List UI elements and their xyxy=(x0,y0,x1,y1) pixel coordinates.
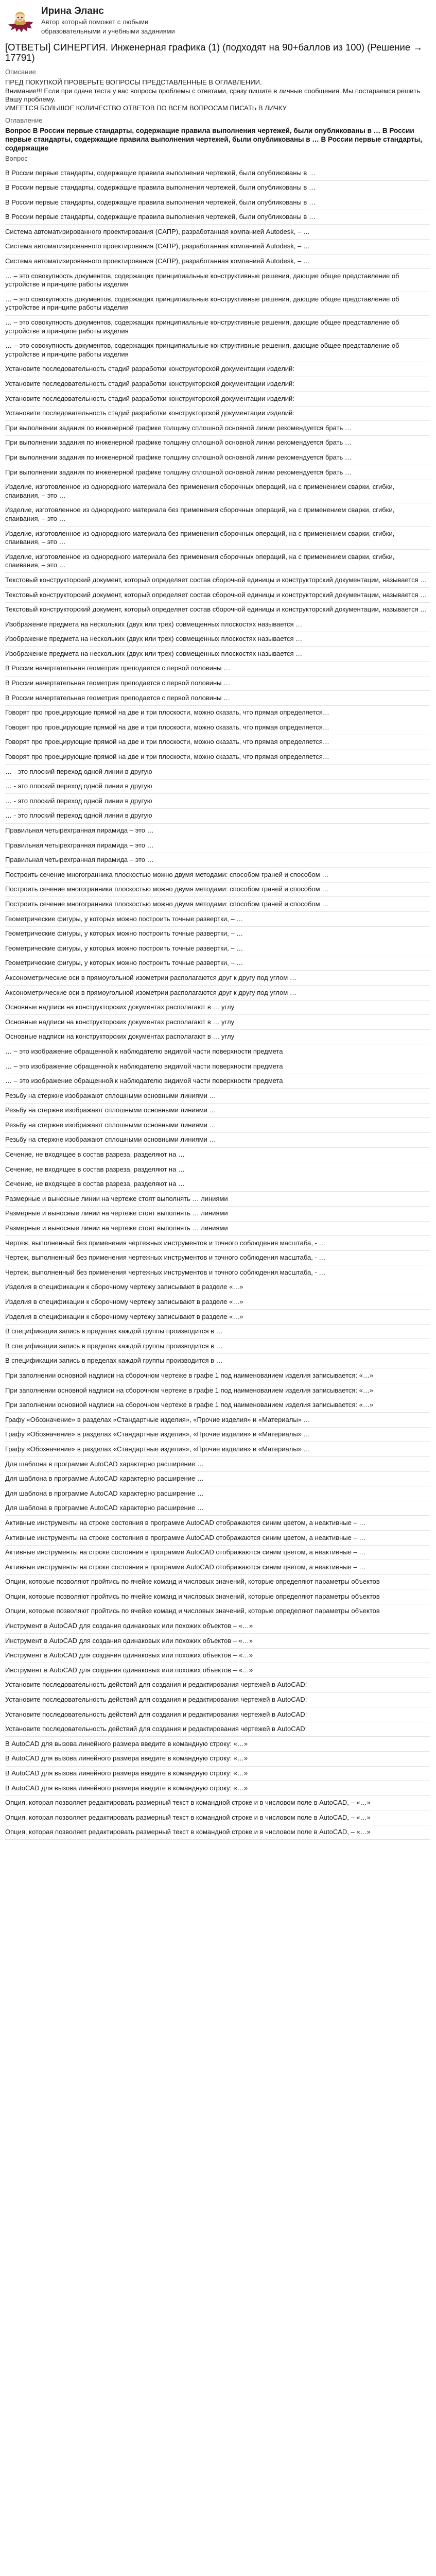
question-item: Размерные и выносные линии на чертеже стоят выполнять … линиями xyxy=(5,1192,430,1207)
question-item: Геометрические фигуры, у которых можно построить точные развертки, – … xyxy=(5,927,430,942)
author-name[interactable]: Ирина Эланс xyxy=(41,6,104,16)
question-item: Опция, которая позволяет редактировать размерный текст в командной строке и в числовом поле в AutoCAD, – «…» xyxy=(5,1810,430,1825)
question-item: Говорят про проецирующие прямой на две и три плоскости, можно сказать, что прямая определяется… xyxy=(5,750,430,765)
question-item: Сечение, не входящее в состав разреза, разделяют на … xyxy=(5,1148,430,1163)
question-item: Изображение предмета на нескольких (двух или трех) совмещенных плоскостях называется … xyxy=(5,632,430,647)
question-item: Инструмент в AutoCAD для создания одинаковых или похожих объектов – «…» xyxy=(5,1649,430,1664)
question-item: Размерные и выносные линии на чертеже стоят выполнять … линиями xyxy=(5,1222,430,1236)
question-item: В России первые стандарты, содержащие правила выполнения чертежей, были опубликованы в … xyxy=(5,210,430,225)
question-item: Сечение, не входящее в состав разреза, разделяют на … xyxy=(5,1162,430,1177)
question-item: Установите последовательность действий для создания и редактирования чертежей в AutoCAD: xyxy=(5,1678,430,1693)
description-paragraph: Внимание!!! Если при сдаче теста у вас вопросы проблемы с ответами, сразу пишите в личные сообщения. Мы постараемся решить Вашу проблему. xyxy=(5,87,421,103)
description-label: Описание xyxy=(5,68,36,76)
question-item: Правильная четырехгранная пирамида – это … xyxy=(5,838,430,853)
question-item: Сечение, не входящее в состав разреза, разделяют на … xyxy=(5,1177,430,1192)
question-item: При выполнении задания по инженерной графике толщину сплошной основной линии рекомендуется брать … xyxy=(5,421,430,436)
question-item: Для шаблона в программе AutoCAD характерно расширение … xyxy=(5,1457,430,1472)
question-item: Говорят про проецирующие прямой на две и три плоскости, можно сказать, что прямая определяется… xyxy=(5,735,430,750)
question-item: … – это изображение обращенной к наблюдателю видимой части поверхности предмета xyxy=(5,1059,430,1074)
question-item: Аксонометрические оси в прямоугольной изометрии располагаются друг к другу под углом … xyxy=(5,986,430,1001)
question-item: Активные инструменты на строке состояния в программе AutoCAD отображаются синим цветом, а неактивные – … xyxy=(5,1531,430,1546)
question-item: Изделия в спецификации к сборочному чертежу записывают в разделе «…» xyxy=(5,1310,430,1325)
question-item: Установите последовательность действий для создания и редактирования чертежей в AutoCAD: xyxy=(5,1707,430,1722)
question-item: Изделие, изготовленное из однородного материала без применения сборочных операций, на с применением сварки, сгибки, спаивания, – это … xyxy=(5,527,430,550)
question-item: Геометрические фигуры, у которых можно построить точные развертки, – … xyxy=(5,912,430,927)
question-item: В AutoCAD для вызова линейного размера введите в командную строку: «…» xyxy=(5,1737,430,1752)
question-item: … - это плоский переход одной линии в другую xyxy=(5,794,430,809)
question-item: Для шаблона в программе AutoCAD характерно расширение … xyxy=(5,1501,430,1516)
question-item: Правильная четырехгранная пирамида – это … xyxy=(5,853,430,868)
question-item: Активные инструменты на строке состояния в программе AutoCAD отображаются синим цветом, а неактивные – … xyxy=(5,1546,430,1561)
question-item: Геометрические фигуры, у которых можно построить точные развертки, – … xyxy=(5,941,430,956)
question-item: Резьбу на стержне изображают сплошными основными линиями … xyxy=(5,1118,430,1133)
question-item: … – это совокупность документов, содержащих принципиальные конструктивные решения, дающие общее представление об устройстве и принципе работы изделия xyxy=(5,316,430,339)
description-paragraph: ИМЕЕТСЯ БОЛЬШОЕ КОЛИЧЕСТВО ОТВЕТОВ ПО ВСЕМ ВОПРОСАМ ПИСАТЬ В ЛИЧКУ xyxy=(5,104,287,112)
description-block xyxy=(5,78,430,112)
avatar-image xyxy=(5,4,35,34)
question-item: Опция, которая позволяет редактировать размерный текст в командной строке и в числовом поле в AutoCAD, – «…» xyxy=(5,1825,430,1840)
question-item: … - это плоский переход одной линии в другую xyxy=(5,779,430,794)
question-item: Графу «Обозначение» в разделах «Стандартные изделия», «Прочие изделия» и «Материалы» … xyxy=(5,1442,430,1457)
question-item: Для шаблона в программе AutoCAD характерно расширение … xyxy=(5,1486,430,1501)
question-item: Текстовый конструкторский документ, который определяет состав сборочной единицы и конструкторский документации, называется … xyxy=(5,588,430,603)
question-item: При заполнении основной надписи на сборочном чертеже в графе 1 под наименованием изделия записывается: «…» xyxy=(5,1398,430,1413)
question-item: Установите последовательность стадий разработки конструкторской документации изделий: xyxy=(5,377,430,392)
question-item: Построить сечение многогранника плоскостью можно двумя методами: способом граней и способом … xyxy=(5,897,430,912)
question-item: В России первые стандарты, содержащие правила выполнения чертежей, были опубликованы в … xyxy=(5,195,430,210)
question-item: Опции, которые позволяют пройтись по ячейке команд и числовых значений, которые определяют параметры объектов xyxy=(5,1589,430,1604)
question-item: … – это изображение обращенной к наблюдателю видимой части поверхности предмета xyxy=(5,1044,430,1059)
avatar[interactable] xyxy=(5,4,35,34)
question-item: Текстовый конструкторский документ, который определяет состав сборочной единицы и конструкторский документации, называется … xyxy=(5,603,430,618)
question-item: Активные инструменты на строке состояния в программе AutoCAD отображаются синим цветом, а неактивные – … xyxy=(5,1560,430,1575)
question-item: В России начертательная геометрия преподается с первой половины … xyxy=(5,691,430,706)
page-title: [ОТВЕТЫ] СИНЕРГИЯ. Инженерная графика (1) (подходят на 90+баллов из 100) (Решение → 17791) xyxy=(5,42,423,63)
question-item: Резьбу на стержне изображают сплошными основными линиями … xyxy=(5,1089,430,1104)
question-item: Установите последовательность действий для создания и редактирования чертежей в AutoCAD: xyxy=(5,1693,430,1708)
question-item: В спецификации запись в пределах каждой группы производится в … xyxy=(5,1354,430,1369)
question-item: В AutoCAD для вызова линейного размера введите в командную строку: «…» xyxy=(5,1767,430,1782)
question-item: … - это плоский переход одной линии в другую xyxy=(5,765,430,779)
description-paragraph: ПРЕД ПОКУПКОЙ ПРОВЕРЬТЕ ВОПРОСЫ ПРЕДСТАВЛЕННЫЕ В ОГЛАВЛЕНИИ. xyxy=(5,78,262,86)
question-item: Установите последовательность действий для создания и редактирования чертежей в AutoCAD: xyxy=(5,1722,430,1737)
toc-label: Оглавление xyxy=(5,116,43,124)
question-item: При выполнении задания по инженерной графике толщину сплошной основной линии рекомендуется брать … xyxy=(5,450,430,465)
question-item: Инструмент в AutoCAD для создания одинаковых или похожих объектов – «…» xyxy=(5,1619,430,1634)
question-item: Резьбу на стержне изображают сплошными основными линиями … xyxy=(5,1104,430,1118)
question-item: Изделия в спецификации к сборочному чертежу записывают в разделе «…» xyxy=(5,1280,430,1295)
question-item: Чертеж, выполненный без применения чертежных инструментов и точного соблюдения масштаба, - … xyxy=(5,1265,430,1280)
question-item: Инструмент в AutoCAD для создания одинаковых или похожих объектов – «…» xyxy=(5,1634,430,1649)
author-description: Автор который поможет с любыми образовательными и учебными заданиями xyxy=(41,18,175,35)
question-item: Графу «Обозначение» в разделах «Стандартные изделия», «Прочие изделия» и «Материалы» … xyxy=(5,1428,430,1443)
question-item: … – это изображение обращенной к наблюдателю видимой части поверхности предмета xyxy=(5,1074,430,1089)
question-item: Основные надписи на конструкторских документах располагают в … углу xyxy=(5,1001,430,1015)
question-item: … - это плоский переход одной линии в другую xyxy=(5,809,430,824)
author-info xyxy=(41,5,185,36)
questions-label: Вопрос xyxy=(5,155,28,162)
question-item: Основные надписи на конструкторских документах располагают в … углу xyxy=(5,1015,430,1030)
question-item: Размерные и выносные линии на чертеже стоят выполнять … линиями xyxy=(5,1207,430,1222)
question-item: При заполнении основной надписи на сборочном чертеже в графе 1 под наименованием изделия записывается: «…» xyxy=(5,1368,430,1383)
question-item: Для шаблона в программе AutoCAD характерно расширение … xyxy=(5,1472,430,1487)
question-item: … – это совокупность документов, содержащих принципиальные конструктивные решения, дающие общее представление об устройстве и принципе работы изделия xyxy=(5,339,430,362)
question-item: В AutoCAD для вызова линейного размера введите в командную строку: «…» xyxy=(5,1752,430,1767)
question-item: Опции, которые позволяют пройтись по ячейке команд и числовых значений, которые определяют параметры объектов xyxy=(5,1575,430,1590)
question-item: Установите последовательность стадий разработки конструкторской документации изделий: xyxy=(5,362,430,377)
question-item: В спецификации запись в пределах каждой группы производится в … xyxy=(5,1339,430,1354)
question-item: В России первые стандарты, содержащие правила выполнения чертежей, были опубликованы в … xyxy=(5,166,430,181)
question-item: Говорят про проецирующие прямой на две и три плоскости, можно сказать, что прямая определяется… xyxy=(5,720,430,735)
question-item: Система автоматизированного проектирования (САПР), разработанная компанией Autodesk, – … xyxy=(5,225,430,240)
question-item: Построить сечение многогранника плоскостью можно двумя методами: способом граней и способом … xyxy=(5,883,430,897)
question-item: Изображение предмета на нескольких (двух или трех) совмещенных плоскостях называется … xyxy=(5,617,430,632)
question-item: Изделие, изготовленное из однородного материала без применения сборочных операций, на с применением сварки, сгибки, спаивания, – это … xyxy=(5,503,430,527)
question-item: … – это совокупность документов, содержащих принципиальные конструктивные решения, дающие общее представление об устройстве и принципе работы изделия xyxy=(5,269,430,292)
question-item: Графу «Обозначение» в разделах «Стандартные изделия», «Прочие изделия» и «Материалы» … xyxy=(5,1413,430,1428)
question-item: В России первые стандарты, содержащие правила выполнения чертежей, были опубликованы в … xyxy=(5,181,430,196)
question-item: Инструмент в AutoCAD для создания одинаковых или похожих объектов – «…» xyxy=(5,1663,430,1678)
question-item: В спецификации запись в пределах каждой группы производится в … xyxy=(5,1325,430,1340)
question-item: Аксонометрические оси в прямоугольной изометрии располагаются друг к другу под углом … xyxy=(5,971,430,986)
questions-list xyxy=(5,166,430,1840)
question-item: Текстовый конструкторский документ, который определяет состав сборочной единицы и конструкторский документации, называется … xyxy=(5,573,430,588)
question-item: Чертеж, выполненный без применения чертежных инструментов и точного соблюдения масштаба, - … xyxy=(5,1251,430,1266)
question-item: Установите последовательность стадий разработки конструкторской документации изделий: xyxy=(5,406,430,421)
question-item: Построить сечение многогранника плоскостью можно двумя методами: способом граней и способом … xyxy=(5,868,430,883)
question-item: Опция, которая позволяет редактировать размерный текст в командной строке и в числовом поле в AutoCAD, – «…» xyxy=(5,1796,430,1811)
question-item: При выполнении задания по инженерной графике толщину сплошной основной линии рекомендуется брать … xyxy=(5,465,430,480)
question-item: В России начертательная геометрия преподается с первой половины … xyxy=(5,676,430,691)
author-header xyxy=(5,0,430,42)
question-item: Система автоматизированного проектирования (САПР), разработанная компанией Autodesk, – … xyxy=(5,240,430,255)
question-item: Опции, которые позволяют пройтись по ячейке команд и числовых значений, которые определяют параметры объектов xyxy=(5,1604,430,1619)
question-item: Изображение предмета на нескольких (двух или трех) совмещенных плоскостях называется … xyxy=(5,647,430,662)
question-item: При заполнении основной надписи на сборочном чертеже в графе 1 под наименованием изделия записывается: «…» xyxy=(5,1383,430,1398)
question-item: Изделия в спецификации к сборочному чертежу записывают в разделе «…» xyxy=(5,1295,430,1310)
question-item: Изделие, изготовленное из однородного материала без применения сборочных операций, на с применением сварки, сгибки, спаивания, – это … xyxy=(5,480,430,503)
question-item: Система автоматизированного проектирования (САПР), разработанная компанией Autodesk, – … xyxy=(5,255,430,269)
question-item: Изделие, изготовленное из однородного материала без применения сборочных операций, на с применением сварки, сгибки, спаивания, – это … xyxy=(5,550,430,573)
question-item: Установите последовательность стадий разработки конструкторской документации изделий: xyxy=(5,392,430,406)
question-item: Основные надписи на конструкторских документах располагают в … углу xyxy=(5,1030,430,1045)
question-item: В AutoCAD для вызова линейного размера введите в командную строку: «…» xyxy=(5,1781,430,1796)
question-item: … – это совокупность документов, содержащих принципиальные конструктивные решения, дающие общее представление об устройстве и принципе работы изделия xyxy=(5,292,430,315)
question-item: Активные инструменты на строке состояния в программе AutoCAD отображаются синим цветом, а неактивные – … xyxy=(5,1516,430,1531)
question-item: Чертеж, выполненный без применения чертежных инструментов и точного соблюдения масштаба, - … xyxy=(5,1236,430,1251)
question-item: При выполнении задания по инженерной графике толщину сплошной основной линии рекомендуется брать … xyxy=(5,436,430,451)
question-item: Говорят про проецирующие прямой на две и три плоскости, можно сказать, что прямая определяется… xyxy=(5,706,430,721)
question-item: Правильная четырехгранная пирамида – это … xyxy=(5,824,430,839)
question-item: Геометрические фигуры, у которых можно построить точные развертки, – … xyxy=(5,956,430,971)
question-item: Резьбу на стержне изображают сплошными основными линиями … xyxy=(5,1133,430,1148)
question-item: В России начертательная геометрия преподается с первой половины … xyxy=(5,662,430,676)
toc-text: Вопрос В России первые стандарты, содержащие правила выполнения чертежей, были опубликованы в … В России первые стандарты, содержащие правила выполнения чертежей, были опубликованы в … В России первые стандарты, содержащие xyxy=(5,127,422,152)
